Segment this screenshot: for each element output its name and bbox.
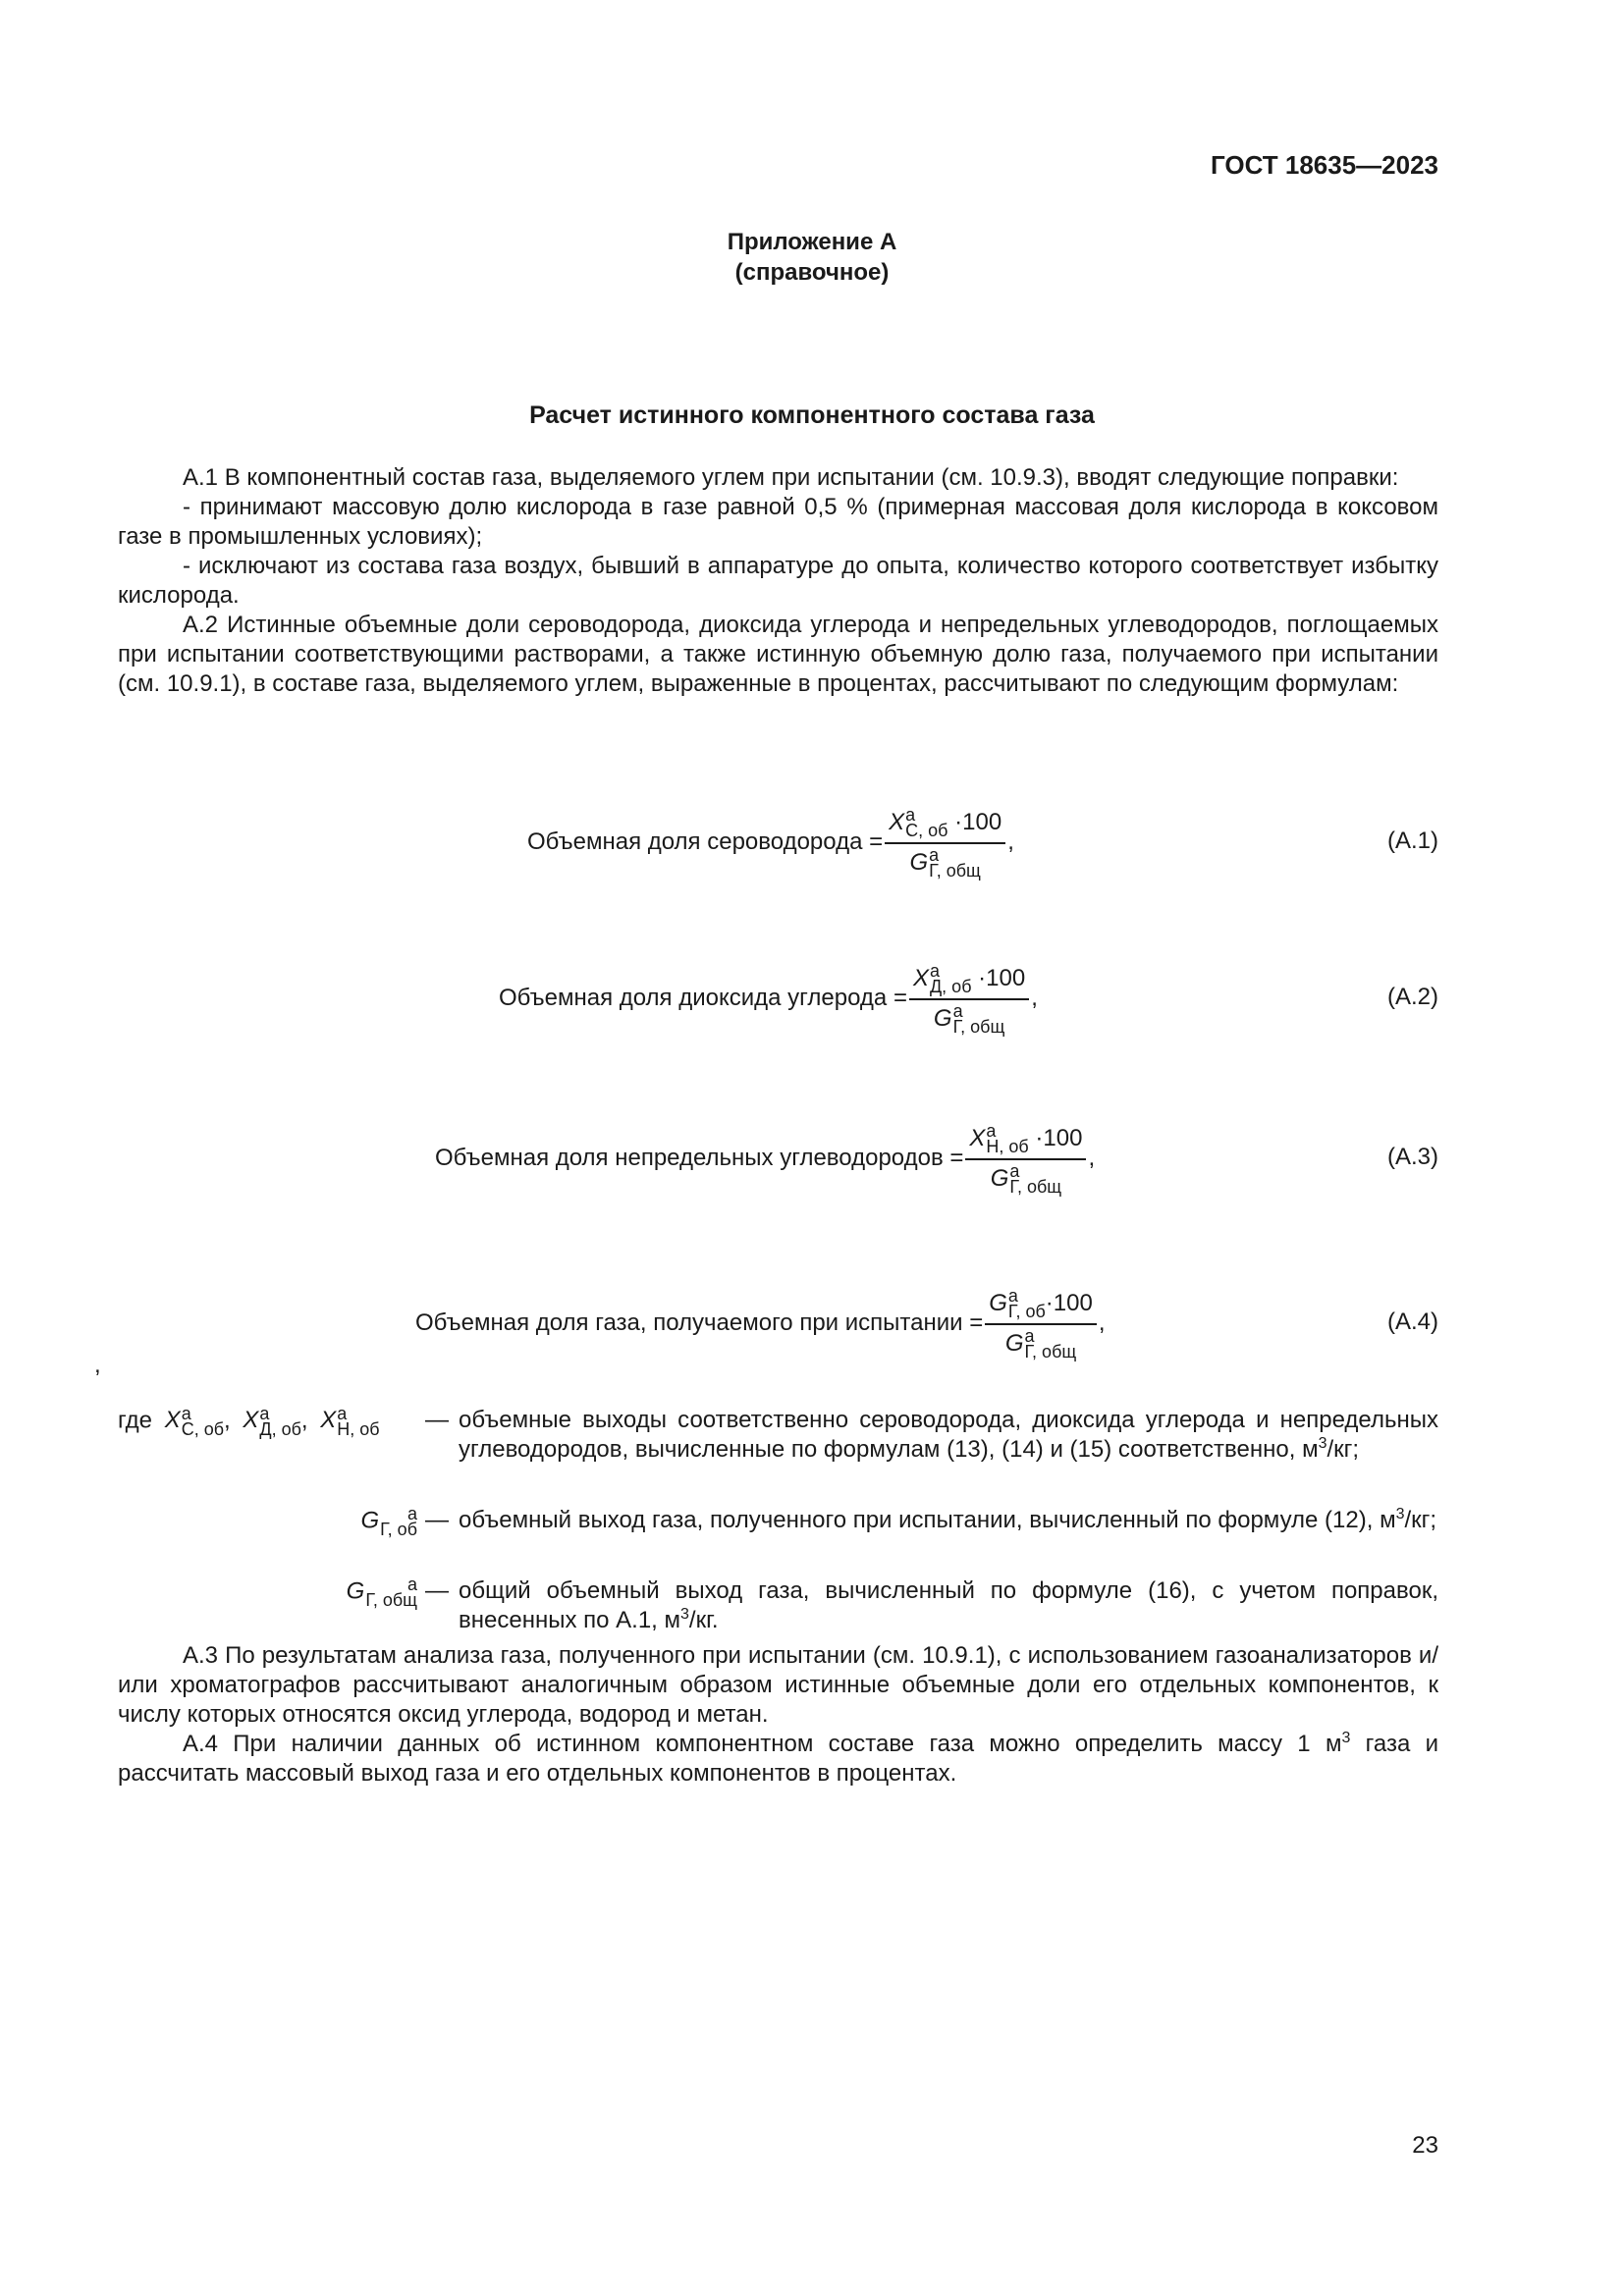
fraction-denominator: G а Г, общ — [990, 1161, 1062, 1198]
formula-fraction — [909, 962, 1029, 1036]
where-row-x — [118, 1406, 1438, 1500]
formula-number: (А.1) — [1386, 828, 1438, 854]
formula-a3 — [118, 1119, 1438, 1198]
formula-expression — [499, 959, 1038, 1038]
intro-text-block — [118, 463, 1438, 699]
where-symbol: G а Г, об — [360, 1504, 417, 1539]
appendix-kind: (справочное) — [734, 259, 890, 286]
where-dash: — — [425, 1507, 449, 1533]
section-title: Расчет истинного компонентного состава газа — [529, 401, 1095, 429]
closing-text-block — [118, 1641, 1438, 1789]
where-row-g-ob — [118, 1506, 1438, 1571]
formula-label: Объемная доля сероводорода = — [527, 828, 884, 855]
formula-expression — [415, 1284, 1105, 1362]
fraction-numerator: X а С, об ·100 — [885, 806, 1005, 844]
formula-expression — [527, 803, 1014, 881]
formula-comma: , — [1098, 1309, 1106, 1336]
fraction-numerator: X а Н, об ·100 — [965, 1122, 1086, 1160]
paragraph-a3: А.3 По результатам анализа газа, полученного при испытании (см. 10.9.1), с использованием газоанализаторов и/или хроматографов рассчитывают аналогичным образом истинные объемные доли его отдельных компонентов, к числу которых относятся оксид углерода, водород и метан. — [118, 1642, 1438, 1728]
formula-label: Объемная доля непредельных углеводородов = — [435, 1145, 964, 1171]
paragraph-a1-item2: - исключают из состава газа воздух, бывший в аппаратуре до опыта, количество которого соответствует избытку кислорода. — [118, 553, 1438, 609]
page-number: 23 — [1412, 2132, 1438, 2159]
where-dash: — — [425, 1407, 449, 1433]
where-symbol: G а Г, общ — [346, 1575, 417, 1610]
fraction-denominator: G а Г, общ — [933, 1001, 1005, 1038]
fraction-denominator: G а Г, общ — [909, 845, 981, 881]
formula-expression — [435, 1119, 1095, 1198]
fraction-numerator: G а Г, об ·100 — [985, 1287, 1097, 1325]
document-designation: ГОСТ 18635—2023 — [1211, 150, 1438, 180]
fraction-denominator: G а Г, общ — [1004, 1326, 1077, 1362]
fraction-numerator: X а Д, об ·100 — [909, 962, 1029, 1000]
formula-label: Объемная доля диоксида углерода = — [499, 985, 907, 1011]
formula-comma: , — [1088, 1145, 1096, 1171]
where-description: объемный выход газа, полученного при испытании, вычисленный по формуле (12), $м^3/кг$; — [459, 1506, 1437, 1533]
paragraph-a2: А.2 Истинные объемные доли сероводорода, диоксида углерода и непредельных углеводородов, поглощаемых при испытании соответствующими растворами, а также истинную объемную долю газа, получаемого при испытании (см. 10.9.1), в составе газа, выделяемого углем, выраженные в процентах, рассчитывают по следующим формулам: — [118, 612, 1438, 697]
where-row-g-obshch — [118, 1576, 1438, 1641]
stray-comma: , — [94, 1352, 101, 1378]
where-dash: — — [425, 1577, 449, 1604]
paragraph-a1: А.1 В компонентный состав газа, выделяемого углем при испытании (см. 10.9.3), вводят следующие поправки: — [183, 464, 1399, 491]
where-description: общий объемный выход газа, вычисленный по формуле (16), с учетом поправок, внесенных по А.1, $м^3/кг$. — [459, 1577, 1438, 1633]
formula-comma: , — [1031, 985, 1038, 1011]
formula-a4 — [118, 1284, 1438, 1362]
where-intro: где — [118, 1407, 153, 1434]
formula-label: Объемная доля газа, получаемого при испытании = — [415, 1309, 984, 1336]
formula-a1 — [118, 803, 1438, 881]
formula-fraction — [985, 1287, 1097, 1361]
where-symbols: где X а С, об , X а Д, об , X а Н, об — [118, 1404, 380, 1439]
formula-comma: , — [1007, 828, 1014, 855]
formula-number: (А.2) — [1386, 984, 1438, 1010]
formula-fraction — [965, 1122, 1086, 1196]
formula-fraction — [885, 806, 1005, 880]
formula-a2 — [118, 959, 1438, 1038]
appendix-title: Приложение А — [727, 229, 897, 255]
paragraph-a1-item1: - принимают массовую долю кислорода в газе равной 0,5 % (примерная массовая доля кислорода в коксовом газе в промышленных условиях); — [118, 494, 1438, 550]
formula-number: (А.3) — [1386, 1144, 1438, 1170]
paragraph-a4: А.4 При наличии данных об истинном компонентном составе газа можно определить массу 1 $м^3$ газа и рассчитать массовый выход газа и его отдельных компонентов в процентах. — [118, 1730, 1438, 1787]
where-description: объемные выходы соответственно сероводорода, диоксида углерода и непредельных углеводородов, вычисленные по формулам (13), (14) и (15) соответственно, $м^3/кг$; — [459, 1407, 1438, 1463]
formula-number: (А.4) — [1386, 1308, 1438, 1335]
